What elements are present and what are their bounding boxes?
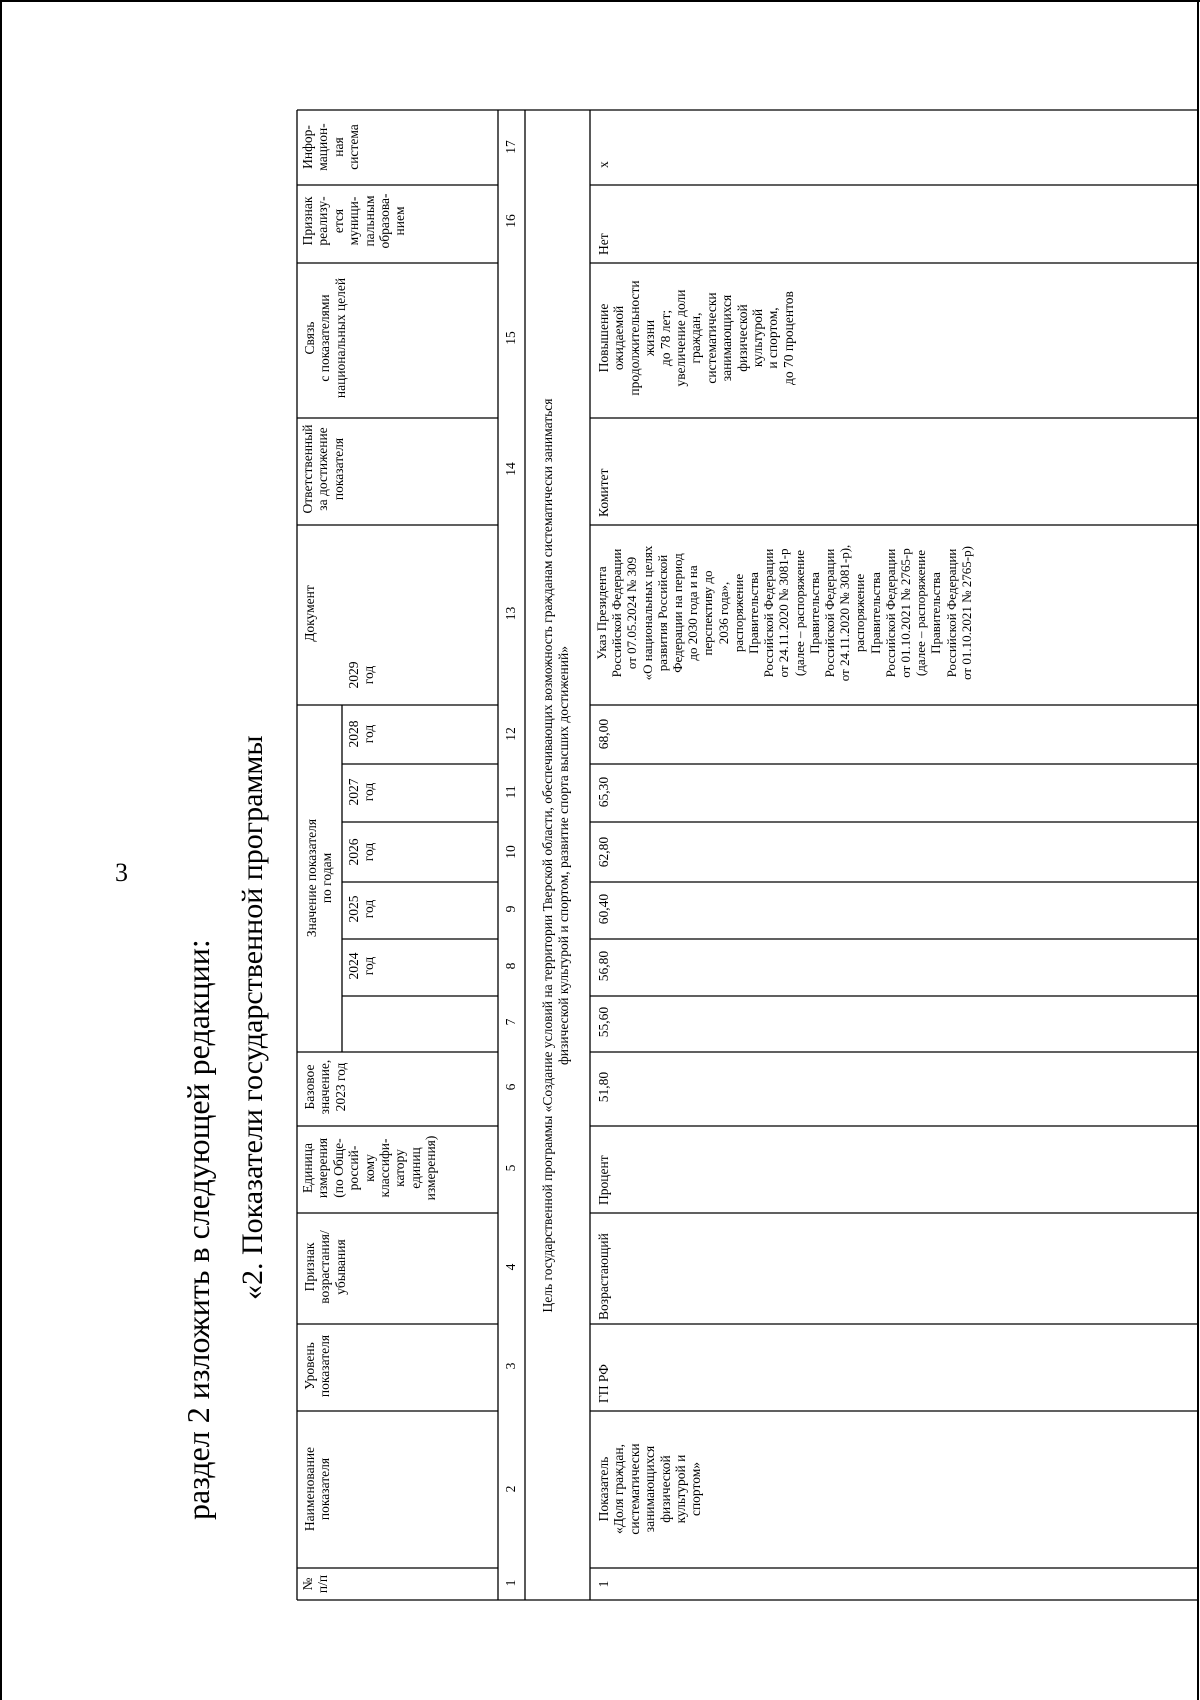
header-document: Документ (302, 585, 317, 642)
row-level: ГП РФ (596, 1364, 611, 1403)
col-number: 15 (503, 331, 518, 345)
col-number: 17 (503, 140, 518, 154)
col-number: 14 (503, 462, 518, 476)
row-num: 1 (596, 1580, 611, 1588)
row-national-goals-link: Повышение ожидаемой продолжительности жизни до 78 лет; увеличение доли граждан, систематически занимающихся физической культурой и спортом, до 70 процентов (596, 280, 796, 396)
col-number: 4 (503, 1263, 518, 1271)
col-number: 9 (503, 905, 518, 913)
col-number: 10 (503, 845, 518, 859)
header-name: Наименование показателя (302, 1446, 333, 1532)
header-level: Уровень показателя (302, 1334, 333, 1398)
row-base-value: 51,80 (596, 1071, 611, 1103)
row-trend: Возрастающий (596, 1233, 611, 1320)
col-number: 12 (503, 727, 518, 741)
row-value-2028: 65,30 (596, 776, 611, 808)
col-number: 6 (503, 1083, 518, 1091)
row-document: Указ Президента Российской Федерации от 07.05.2024 № 309 «О национальных целях развития Российской Федерации на период до 2030 года и на перспективу до 2036 года», распоряжение Правительства Российской Федерации от 24.11.2020 № 3081-р (далее – распоряжение Правительства Российской Федерации от 24.11.2020 № 3081-р), распоряжение Правительства Российской Федерации от 01.10.2021 № 2765-р (далее – распоряжение Правительства Российской Федерации от 01.10.2021 № 2765-р) (594, 544, 974, 682)
col-number: 7 (503, 1018, 518, 1026)
col-number: 16 (503, 214, 518, 228)
row-responsible: Комитет (596, 468, 611, 517)
header-trend: Признак возрастания/ убывания (302, 1230, 348, 1304)
row-value-2025: 56,80 (596, 950, 611, 982)
intro-text: раздел 2 изложить в следующей редакции: (180, 939, 216, 1520)
header-year-2029: 2029 год (346, 661, 377, 689)
program-goal: Цель государственной программы «Создание условий на территории Тверской области, обеспечивающих возможность гражданам систематически заниматься физической культурой и спортом, развитие спорта высших достижений» (540, 398, 571, 1313)
row-value-2026: 60,40 (596, 893, 611, 925)
header-infosys: Инфор- мацион- ная система (300, 123, 362, 171)
header-link: Связь с показателями национальных целей (302, 277, 348, 399)
row-value-2024: 55,60 (596, 1006, 611, 1038)
col-number: 1 (503, 1579, 518, 1587)
row-value-2027: 62,80 (596, 836, 611, 868)
header-year-2026: 2026 год (346, 838, 377, 866)
col-number: 8 (503, 962, 518, 970)
row-indicator-name: Показатель «Доля граждан, систематически занимающихся физической культурой и спортом» (596, 1443, 704, 1535)
header-year-2027: 2027 год (346, 778, 377, 806)
col-number: 13 (503, 606, 518, 621)
row-municipal: Нет (596, 233, 611, 255)
row-value-2029: 68,00 (596, 718, 611, 750)
col-number: 2 (503, 1485, 518, 1493)
header-year-2025: 2025 год (346, 895, 377, 923)
row-info-system: x (596, 161, 611, 168)
header-values-group: Значение показателя по годам (304, 818, 335, 938)
header-num: № п/п (300, 1574, 331, 1594)
page-number: 3 (115, 858, 128, 887)
header-year-2024: 2024 год (346, 952, 377, 980)
header-year-2028: 2028 год (346, 720, 377, 748)
header-base: Базовое значение, 2023 год (302, 1059, 348, 1115)
header-unit: Единица измерения (по Обще- россий- кому классифи- катору единиц измерения) (300, 1135, 439, 1201)
col-number: 5 (503, 1164, 518, 1172)
row-unit: Процент (596, 1155, 611, 1205)
col-number: 3 (503, 1362, 518, 1370)
header-municipal: Признак реализу- ется муници- пальным образова- нием (300, 193, 408, 249)
header-responsible: Ответственный за достижение показателя (300, 424, 346, 514)
col-number: 11 (503, 785, 518, 799)
section-title: «2. Показатели государственной программы (236, 735, 269, 1300)
